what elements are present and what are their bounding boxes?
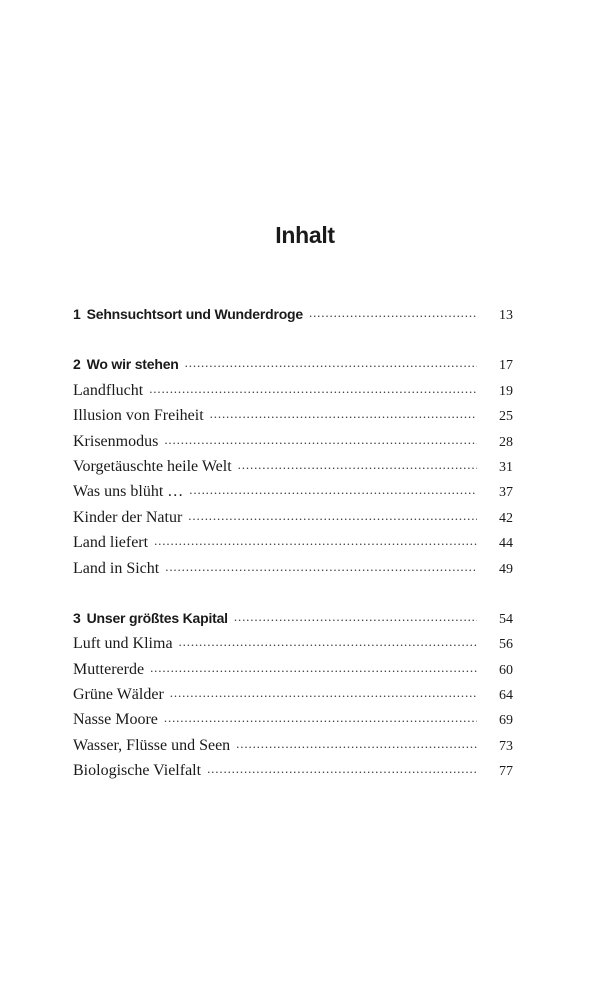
dot-leader <box>238 452 477 477</box>
chapter-number: 1 <box>73 306 81 322</box>
toc-entry-row[interactable] <box>73 429 513 454</box>
page-number: 49 <box>499 561 513 577</box>
toc-entry-row[interactable] <box>73 682 513 707</box>
dot-leader <box>179 629 477 654</box>
toc-entry-row[interactable] <box>73 505 513 530</box>
toc-section-3 <box>73 606 513 784</box>
page-number: 25 <box>499 409 513 425</box>
toc-chapter-row[interactable] <box>73 302 513 327</box>
dot-leader <box>154 528 477 553</box>
page-number: 44 <box>499 536 513 552</box>
entry-title: Wasser, Flüsse und Seen <box>73 736 231 754</box>
dot-leader <box>189 477 477 502</box>
chapter-heading <box>73 606 228 631</box>
dot-leader <box>309 300 477 325</box>
entry-title: Illusion von Freiheit <box>73 407 204 425</box>
toc-section-1 <box>73 302 513 327</box>
chapter-number: 3 <box>73 609 81 626</box>
toc-entry-row[interactable] <box>73 530 513 555</box>
toc-entry-row[interactable] <box>73 657 513 682</box>
dot-leader <box>150 655 477 680</box>
page-number: 60 <box>499 662 513 678</box>
entry-title: Muttererde <box>73 660 145 678</box>
dot-leader <box>210 401 477 426</box>
dot-leader <box>188 503 477 528</box>
dot-leader <box>185 350 477 375</box>
page-number: 77 <box>499 764 513 780</box>
entry-title: Nasse Moore <box>73 711 158 729</box>
entry-title: Landflucht <box>73 381 144 399</box>
chapter-heading <box>73 302 303 327</box>
page-number: 54 <box>499 611 513 627</box>
entry-title: Vorgetäuschte heile Welt <box>73 457 232 475</box>
chapter-title: Unser größtes Kapital <box>86 609 228 626</box>
dot-leader <box>170 680 477 705</box>
toc-chapter-row[interactable] <box>73 352 513 377</box>
toc-entry-row[interactable] <box>73 454 513 479</box>
toc-entry-row[interactable] <box>73 403 513 428</box>
dot-leader <box>236 731 477 756</box>
entry-title: Grüne Wälder <box>73 686 164 704</box>
entry-title: Was uns blüht … <box>73 483 184 501</box>
page-number: 69 <box>499 713 513 729</box>
entry-title: Land liefert <box>73 534 149 552</box>
dot-leader <box>164 705 477 730</box>
page-number: 19 <box>499 383 513 399</box>
page-number: 13 <box>499 308 513 323</box>
toc-entry-row[interactable] <box>73 707 513 732</box>
entry-title: Krisenmodus <box>73 432 159 450</box>
entry-title: Land in Sicht <box>73 559 160 577</box>
entry-title: Biologische Vielfalt <box>73 762 202 780</box>
dot-leader <box>207 756 477 781</box>
table-of-contents <box>73 302 513 809</box>
toc-entry-row[interactable] <box>73 631 513 656</box>
chapter-title: Wo wir stehen <box>86 356 179 373</box>
page-number: 42 <box>499 510 513 526</box>
page-title: Inhalt <box>275 222 335 248</box>
dot-leader <box>165 554 477 579</box>
toc-entry-row[interactable] <box>73 479 513 504</box>
entry-title: Luft und Klima <box>73 635 173 653</box>
chapter-title: Sehnsuchtsort und Wunderdroge <box>86 306 303 322</box>
page-number: 31 <box>499 459 513 475</box>
toc-entry-row[interactable] <box>73 378 513 403</box>
dot-leader <box>234 604 477 629</box>
chapter-heading <box>73 352 179 377</box>
page-number: 37 <box>499 485 513 501</box>
dot-leader <box>149 376 477 401</box>
page-number: 64 <box>499 688 513 704</box>
page-number: 73 <box>499 738 513 754</box>
toc-entry-row[interactable] <box>73 758 513 783</box>
toc-entry-row[interactable] <box>73 733 513 758</box>
page-number: 28 <box>499 434 513 450</box>
toc-chapter-row[interactable] <box>73 606 513 631</box>
toc-section-2 <box>73 352 513 581</box>
entry-title: Kinder der Natur <box>73 508 183 526</box>
page-number: 56 <box>499 637 513 653</box>
dot-leader <box>164 427 477 452</box>
chapter-number: 2 <box>73 356 81 373</box>
toc-entry-row[interactable] <box>73 556 513 581</box>
page-number: 17 <box>499 358 513 374</box>
